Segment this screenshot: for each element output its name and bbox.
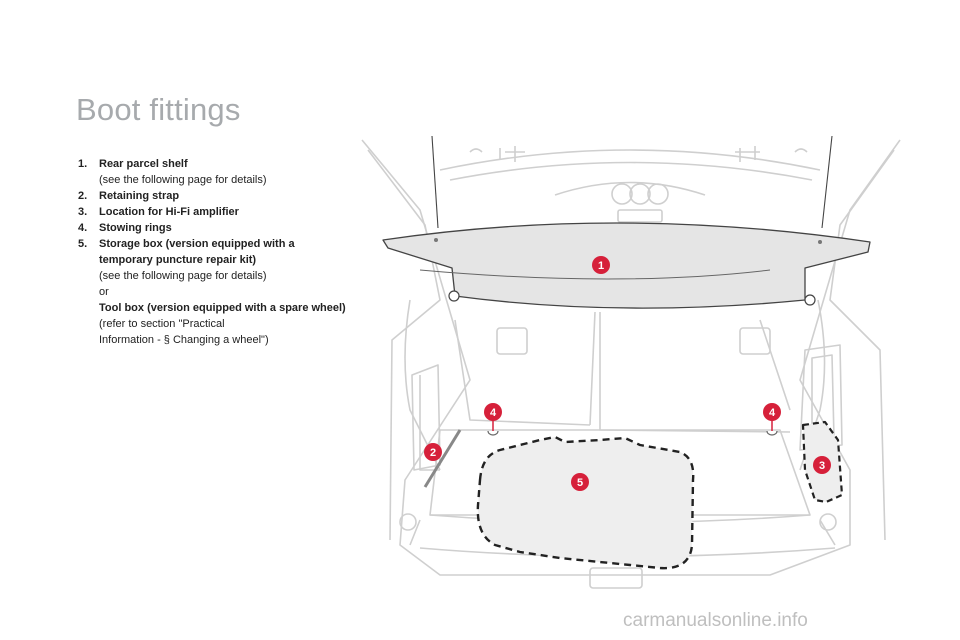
legend-item-4 bbox=[78, 220, 348, 236]
legend-number: 4. bbox=[78, 222, 88, 234]
legend-label: Stowing rings bbox=[99, 222, 172, 234]
callout-label: 4 bbox=[768, 407, 776, 419]
legend-note: (see the following page for details) bbox=[99, 270, 267, 282]
callout-label: 4 bbox=[489, 407, 497, 419]
callout-1 bbox=[592, 256, 610, 274]
rear-parcel-shelf bbox=[383, 223, 870, 308]
legend-number: 5. bbox=[78, 238, 88, 250]
callout-label: 3 bbox=[818, 460, 826, 472]
callout-5 bbox=[571, 473, 589, 491]
callout-2 bbox=[424, 443, 442, 461]
legend-item-5 bbox=[78, 236, 348, 348]
legend-note-or: or bbox=[99, 286, 109, 298]
legend-alt-label: Tool box (version equipped with a spare wheel) bbox=[99, 302, 346, 314]
legend-number: 1. bbox=[78, 158, 88, 170]
boot-diagram bbox=[356, 134, 908, 596]
callout-label: 1 bbox=[597, 260, 605, 272]
watermark-text: carmanualsonline.info bbox=[623, 610, 808, 631]
legend-alt-note: (refer to section "Practical bbox=[99, 318, 225, 330]
legend-note: (see the following page for details) bbox=[99, 174, 267, 186]
callout-4-left bbox=[484, 403, 502, 431]
legend-list bbox=[78, 156, 348, 348]
callout-label: 2 bbox=[429, 447, 437, 459]
legend-label: Retaining strap bbox=[99, 190, 180, 202]
legend-label: Location for Hi-Fi amplifier bbox=[99, 206, 239, 218]
storage-box-outline bbox=[478, 437, 693, 568]
legend-item-2 bbox=[78, 188, 348, 204]
legend-item-3 bbox=[78, 204, 348, 220]
page-title: Boot fittings bbox=[76, 92, 241, 127]
legend-item-1 bbox=[78, 156, 348, 188]
legend-alt-note: Information - § Changing a wheel") bbox=[99, 334, 269, 346]
callout-4-right bbox=[763, 403, 781, 431]
legend-number: 3. bbox=[78, 206, 88, 218]
legend-label: Storage box (version equipped with a temporary puncture repair kit) bbox=[99, 238, 295, 266]
legend-number: 2. bbox=[78, 190, 88, 202]
callout-label: 5 bbox=[576, 477, 584, 489]
callout-3 bbox=[813, 456, 831, 474]
legend-label: Rear parcel shelf bbox=[99, 158, 188, 170]
